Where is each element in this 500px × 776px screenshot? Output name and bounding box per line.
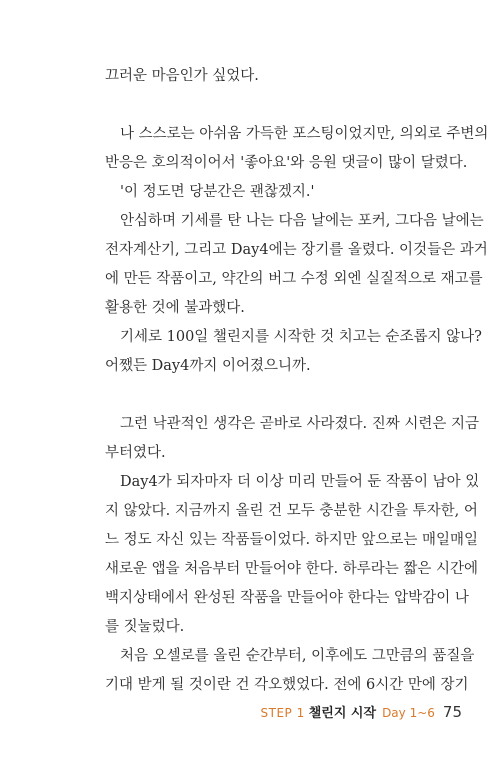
footer-days: Day 1~6 [382,706,435,720]
page-number: 75 [442,703,462,721]
text-line: 끄러운 마음인가 싶었다. [105,68,259,84]
text-line: 느 정도 자신 있는 작품들이었다. 하지만 앞으로는 매일매일 [105,532,479,548]
text-line: 지 않았다. 지금까지 올린 건 모두 충분한 시간을 투자한, 어 [105,503,478,519]
footer-step: STEP 1 [260,706,305,720]
text-line: 전자계산기, 그리고 Day4에는 장기를 올렸다. 이것들은 과거 [105,242,488,258]
text-line: 새로운 앱을 처음부터 만들어야 한다. 하루라는 짧은 시간에 [105,561,479,577]
text-line: 그런 낙관적인 생각은 곧바로 사라졌다. 진짜 시련은 지금 [120,416,480,432]
footer-chapter: 챌린지 시작 [308,706,377,721]
text-line: 어쨌든 Day4까지 이어졌으니까. [105,358,311,374]
text-line: 백지상태에서 완성된 작품을 만들어야 한다는 압박감이 나 [105,590,469,606]
text-line: 나 스스로는 아쉬움 가득한 포스팅이었지만, 의외로 주변의 [120,126,489,142]
text-line: 반응은 호의적이어서 '좋아요'와 응원 댓글이 많이 달렸다. [105,155,468,171]
text-line: 부터였다. [105,445,166,461]
text-line: 기대 받게 될 것이란 건 각오했었다. 전에 6시간 만에 장기 [105,677,469,693]
text-line: '이 정도면 당분간은 괜찮겠지.' [120,184,315,200]
text-line: 에 만든 작품이고, 약간의 버그 수정 외엔 실질적으로 재고를 [105,271,483,287]
text-line: 를 짓눌렀다. [105,619,185,635]
text-line: 안심하며 기세를 탄 나는 다음 날에는 포커, 그다음 날에는 [120,213,484,229]
text-line: 기세로 100일 챌린지를 시작한 것 치고는 순조롭지 않나? [120,329,482,345]
running-footer [0,702,462,721]
text-line: 활용한 것에 불과했다. [105,300,245,316]
text-line: Day4가 되자마자 더 이상 미리 만들어 둔 작품이 남아 있 [120,474,480,490]
text-line: 처음 오셀로를 올린 순간부터, 이후에도 그만큼의 품질을 [120,648,475,664]
